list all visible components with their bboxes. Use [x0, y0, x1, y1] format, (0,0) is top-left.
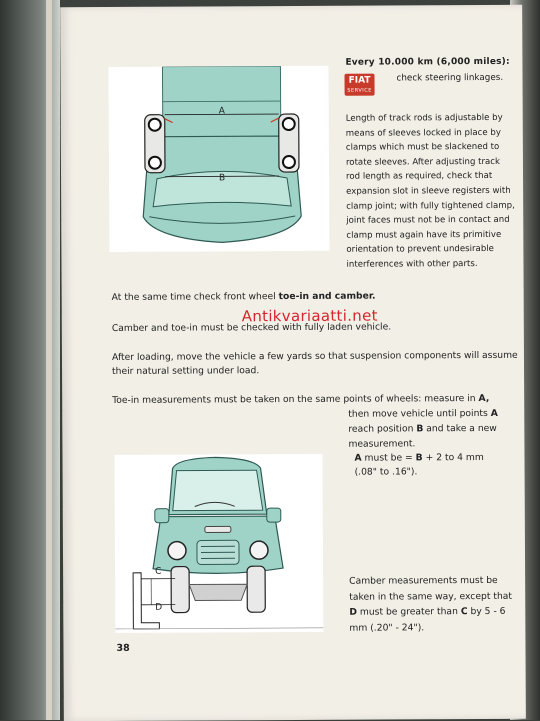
p4b-mid: reach position: [348, 423, 413, 434]
fig1-label-b: B: [219, 173, 225, 183]
track-rods-paragraph: Length of track rods is adjustable by means of sleeves locked in place by clamps which must be slackened to rotate sleeves. After adjusting track rod length as required, check that expansion slot in sleeve registers with clamp joint; with fully tightened clamp, joint faces must not be in contact and clamp must again have its primitive orientation to prevent undesirable interferences with other parts.: [346, 111, 517, 272]
paragraph-move-vehicle: [348, 406, 523, 452]
logo-text: FIAT: [349, 76, 371, 86]
heading-interval: Every 10.000 km (6,000 miles):: [345, 57, 509, 68]
spec-b: B: [416, 452, 423, 463]
vehicle-front-view-illustration: [114, 454, 323, 633]
p6-text: Camber measurements must be taken in the same way, except that: [349, 575, 512, 602]
paragraph-camber: [349, 573, 519, 636]
paragraph-laden: Camber and toe-in must be checked with fully laden vehicle.: [112, 319, 522, 336]
paragraph-loading: After loading, move the vehicle a few yards so that suspension components will assume their natural setting under load.: [112, 349, 522, 379]
p6-post: by 5 - 6 mm (.20" - 24").: [349, 606, 505, 633]
spec-mid1: must be =: [365, 452, 413, 463]
paragraph-toe-in: [112, 288, 522, 305]
figure-front-view: [114, 454, 323, 633]
book-spine: [46, 0, 52, 720]
p1-bold: toe-in and camber.: [279, 291, 376, 303]
manual-page: [60, 5, 526, 721]
p4b-a: A: [491, 408, 498, 419]
p4b-post: and take a new measurement.: [348, 423, 496, 450]
fig2-label-c: C: [155, 567, 161, 577]
section-heading: [345, 55, 520, 71]
vehicle-top-view-illustration: [108, 66, 329, 252]
toe-in-spec: [354, 451, 514, 480]
logo-sub: SERVICE: [345, 88, 375, 95]
p4-a: A,: [479, 393, 490, 404]
fig1-label-a: A: [219, 106, 226, 116]
heading-task: check steering linkages.: [396, 71, 503, 87]
p4-text: Toe-in measurements must be taken on the same points of wheels: measure in: [112, 393, 475, 406]
spec-imperial: (.08" to .16").: [355, 466, 418, 477]
p1-text: At the same time check front wheel: [112, 291, 276, 303]
spec-mid2: + 2 to 4 mm: [426, 452, 484, 463]
p6-c: C: [461, 606, 468, 617]
fig2-label-d: D: [155, 603, 162, 613]
figure-top-view: [108, 66, 329, 252]
p4b-text: then move vehicle until points: [348, 408, 488, 420]
p4b-b: B: [416, 423, 423, 434]
watermark-text: Antikvariaatti.net: [242, 307, 378, 326]
p6-d: D: [349, 607, 357, 618]
fiat-service-logo: [344, 74, 374, 96]
page-number: 38: [116, 641, 129, 656]
spec-a: A: [354, 453, 361, 464]
p6-mid: must be greater than: [360, 606, 458, 618]
